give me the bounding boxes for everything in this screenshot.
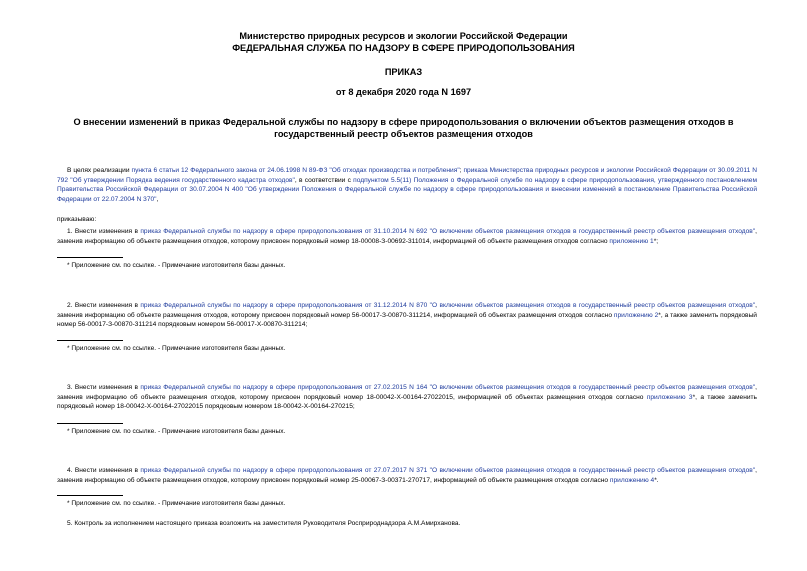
item-text: 2. Внести изменения в xyxy=(67,302,141,309)
list-item xyxy=(57,383,757,412)
item-text: , заменив информацию об объекте размещения отходов, которому присвоен порядковый номер 56-00017-З-00870-311214, информацией об объектах размещения отходов согласно xyxy=(57,302,757,319)
appendix-link[interactable]: приложению 4 xyxy=(609,476,655,484)
ministry-name: Министерство природных ресурсов и экологии Российской Федерации xyxy=(239,31,568,41)
document-type: ПРИКАЗ xyxy=(384,67,423,77)
ministry-order-link[interactable]: приказа Министерства природных ресурсов и экологии Российской Федерации от 30.09.2011 N 792 "Об утверждении Порядка ведения государственного кадастра отходов" xyxy=(57,167,757,184)
appendix-link[interactable]: приложению 2 xyxy=(613,311,659,319)
item-text: *, а также заменить порядковый номер 56-00017-З-00870-311214 порядковым номером 56-00017-Х-00870-311214; xyxy=(57,311,757,329)
item-text: 4. Внести изменения в xyxy=(67,467,141,474)
preamble-text: , в соответствии с xyxy=(294,176,354,184)
item-text: , заменив информацию об объекте размещения отходов, которому присвоен порядковый номер 25-00067-З-00371-270717, информацией об объекте размещения отходов согласно xyxy=(57,467,757,484)
item-text: , заменив информацию об объекте размещения отходов, которому присвоен порядковый номер 18-00008-З-00692-311014, информацией об объекте размещения отходов согласно xyxy=(57,228,757,245)
footnote-separator xyxy=(57,257,123,258)
preamble-text: , xyxy=(156,195,159,203)
footnote: * Приложение см. по ссылке. - Примечание изготовителя базы данных. xyxy=(67,500,286,507)
law-link[interactable]: пункта 6 статьи 12 Федерального закона от 24.06.1998 N 89-ФЗ "Об отходах производства и потребления" xyxy=(131,167,460,174)
appendix-link[interactable]: приложению 1 xyxy=(609,237,654,245)
footnote-separator xyxy=(57,423,123,424)
order-link[interactable]: приказ Федеральной службы по надзору в сфере природопользования от 27.02.2015 N 164 "О включении объектов размещения отходов в государственный реестр объектов размещения отходов" xyxy=(140,384,756,391)
list-item xyxy=(57,466,757,485)
order-word: приказываю: xyxy=(57,216,97,223)
order-link[interactable]: приказ Федеральной службы по надзору в сфере природопользования от 31.10.2014 N 692 "О включении объектов размещения отходов в государственный реестр объектов размещения отходов" xyxy=(140,228,756,235)
preamble-text: ; xyxy=(459,167,464,174)
regulation-link[interactable]: подпунктом 5.5(11) Положения о Федеральной службе по надзору в сфере природопользования, утвержденного постановлением Правительства Российской Федерации от 30.07.2004 N 400 "Об утверждении Положения о Федеральной службе по надзору в сфере природопользования и внесении изменений в постановление Правительства Российской Федерации от 22.07.2004 N 370" xyxy=(57,176,757,203)
footnote: * Приложение см. по ссылке. - Примечание изготовителя базы данных. xyxy=(67,262,286,269)
list-item xyxy=(57,301,757,330)
item-text: 3. Внести изменения в xyxy=(67,384,141,391)
footnote: * Приложение см. по ссылке. - Примечание изготовителя базы данных. xyxy=(67,345,286,352)
document-title: О внесении изменений в приказ Федеральной службы по надзору в сфере природопользования о включении объектов размещения отходов в государственный реестр объектов размещения отходов xyxy=(73,117,734,139)
preamble-paragraph xyxy=(57,166,757,204)
footnote-separator xyxy=(57,495,123,496)
order-link[interactable]: приказ Федеральной службы по надзору в сфере природопользования от 31.12.2014 N 870 "О включении объектов размещения отходов в государственный реестр объектов размещения отходов" xyxy=(140,302,756,309)
item-text: *; xyxy=(653,237,659,245)
item-text: *. xyxy=(654,476,659,484)
document-date-number: от 8 декабря 2020 года N 1697 xyxy=(335,87,472,97)
item-text: , заменив информацию об объекте размещения отходов, которому присвоен порядковый номер 18-00042-Х-00164-27022015, информацией об объектах размещения отходов согласно xyxy=(57,384,757,401)
footnote-separator xyxy=(57,340,123,341)
order-link[interactable]: приказ Федеральной службы по надзору в сфере природопользования от 27.07.2017 N 371 "О включении объектов размещения отходов в государственный реестр объектов размещения отходов" xyxy=(140,467,756,474)
list-item xyxy=(57,227,757,246)
preamble-text: В целях реализации xyxy=(67,167,132,174)
footnote: * Приложение см. по ссылке. - Примечание изготовителя базы данных. xyxy=(67,428,286,435)
appendix-link[interactable]: приложению 3 xyxy=(646,393,693,401)
final-item: 5. Контроль за исполнением настоящего приказа возложить на заместителя Руководителя Росприроднадзора А.М.Амирханова. xyxy=(67,520,461,527)
service-name: ФЕДЕРАЛЬНАЯ СЛУЖБА ПО НАДЗОРУ В СФЕРЕ ПРИРОДОПОЛЬЗОВАНИЯ xyxy=(232,43,575,53)
item-text: 1. Внести изменения в xyxy=(67,228,141,235)
item-text: *, а также заменить порядковый номер 18-00042-Х-00164-27022015 порядковым номером 18-00042-Х-00164-270215; xyxy=(57,393,757,411)
